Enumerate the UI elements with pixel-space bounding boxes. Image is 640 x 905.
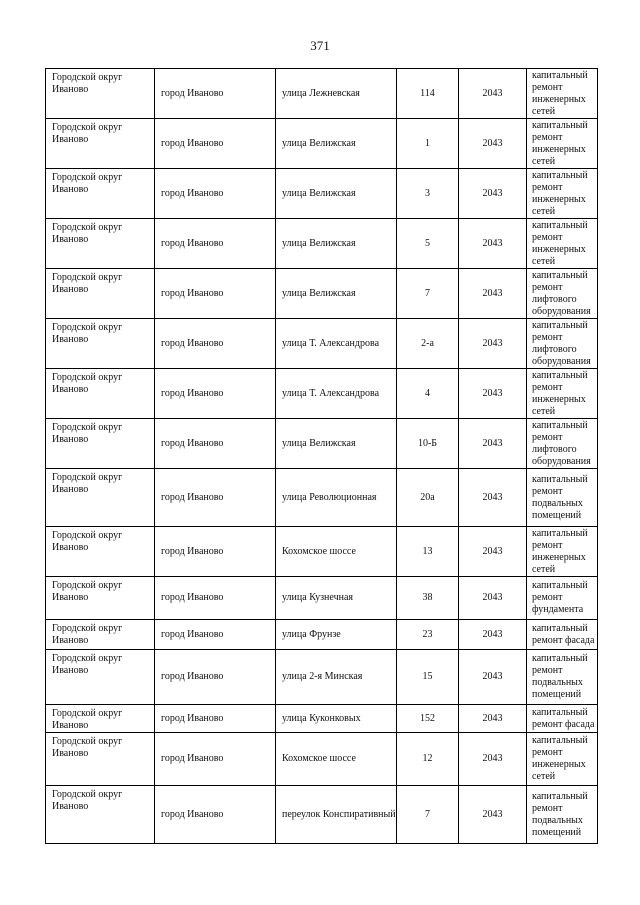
house-number-cell: 2-а: [397, 319, 459, 369]
work-type-cell: капитальный ремонт подвальных помещений: [527, 786, 598, 844]
house-number-cell: 20а: [397, 469, 459, 527]
year-cell: 2043: [459, 219, 527, 269]
street-cell: улица Куконковых: [276, 705, 397, 733]
work-type-cell: капитальный ремонт фундамента: [527, 577, 598, 620]
table-row: [46, 786, 598, 844]
work-type-cell: капитальный ремонт инженерных сетей: [527, 119, 598, 169]
work-type-cell: капитальный ремонт инженерных сетей: [527, 219, 598, 269]
year-cell: 2043: [459, 786, 527, 844]
city-cell: город Иваново: [155, 69, 276, 119]
house-number-cell: 152: [397, 705, 459, 733]
city-cell: город Иваново: [155, 469, 276, 527]
year-cell: 2043: [459, 469, 527, 527]
street-cell: улица Кузнечная: [276, 577, 397, 620]
table-row: [46, 269, 598, 319]
work-type-cell: капитальный ремонт инженерных сетей: [527, 733, 598, 786]
table-row: [46, 733, 598, 786]
city-cell: город Иваново: [155, 119, 276, 169]
municipal-district-cell: Городской округ Иваново: [46, 620, 155, 650]
year-cell: 2043: [459, 705, 527, 733]
street-cell: улица Велижская: [276, 119, 397, 169]
street-cell: переулок Конспиративный: [276, 786, 397, 844]
municipal-district-cell: Городской округ Иваново: [46, 169, 155, 219]
year-cell: 2043: [459, 419, 527, 469]
house-number-cell: 4: [397, 369, 459, 419]
year-cell: 2043: [459, 650, 527, 705]
house-number-cell: 12: [397, 733, 459, 786]
page-number: 371: [310, 38, 330, 53]
house-number-cell: 10-Б: [397, 419, 459, 469]
table-row: [46, 219, 598, 269]
table-row: [46, 369, 598, 419]
work-type-cell: капитальный ремонт фасада: [527, 705, 598, 733]
municipal-district-cell: Городской округ Иваново: [46, 69, 155, 119]
year-cell: 2043: [459, 319, 527, 369]
house-number-cell: 7: [397, 786, 459, 844]
work-type-cell: капитальный ремонт инженерных сетей: [527, 527, 598, 577]
house-number-cell: 38: [397, 577, 459, 620]
city-cell: город Иваново: [155, 620, 276, 650]
street-cell: улица 2-я Минская: [276, 650, 397, 705]
street-cell: улица Велижская: [276, 419, 397, 469]
municipal-district-cell: Городской округ Иваново: [46, 319, 155, 369]
municipal-district-cell: Городской округ Иваново: [46, 705, 155, 733]
municipal-district-cell: Городской округ Иваново: [46, 527, 155, 577]
table-row: [46, 527, 598, 577]
work-type-cell: капитальный ремонт инженерных сетей: [527, 69, 598, 119]
municipal-district-cell: Городской округ Иваново: [46, 650, 155, 705]
table-row: [46, 169, 598, 219]
table-row: [46, 419, 598, 469]
city-cell: город Иваново: [155, 650, 276, 705]
work-type-cell: капитальный ремонт лифтового оборудования: [527, 319, 598, 369]
municipal-district-cell: Городской округ Иваново: [46, 369, 155, 419]
work-type-cell: капитальный ремонт подвальных помещений: [527, 650, 598, 705]
municipal-district-cell: Городской округ Иваново: [46, 733, 155, 786]
city-cell: город Иваново: [155, 269, 276, 319]
city-cell: город Иваново: [155, 705, 276, 733]
street-cell: Кохомское шоссе: [276, 733, 397, 786]
table-row: [46, 119, 598, 169]
year-cell: 2043: [459, 527, 527, 577]
city-cell: город Иваново: [155, 419, 276, 469]
year-cell: 2043: [459, 577, 527, 620]
municipal-district-cell: Городской округ Иваново: [46, 219, 155, 269]
work-type-cell: капитальный ремонт фасада: [527, 620, 598, 650]
municipal-district-cell: Городской округ Иваново: [46, 577, 155, 620]
city-cell: город Иваново: [155, 169, 276, 219]
house-number-cell: 3: [397, 169, 459, 219]
city-cell: город Иваново: [155, 733, 276, 786]
house-number-cell: 114: [397, 69, 459, 119]
street-cell: улица Лежневская: [276, 69, 397, 119]
year-cell: 2043: [459, 369, 527, 419]
street-cell: Кохомское шоссе: [276, 527, 397, 577]
house-number-cell: 23: [397, 620, 459, 650]
city-cell: город Иваново: [155, 319, 276, 369]
municipal-district-cell: Городской округ Иваново: [46, 469, 155, 527]
street-cell: улица Т. Александрова: [276, 319, 397, 369]
street-cell: улица Т. Александрова: [276, 369, 397, 419]
work-type-cell: капитальный ремонт подвальных помещений: [527, 469, 598, 527]
municipal-district-cell: Городской округ Иваново: [46, 269, 155, 319]
year-cell: 2043: [459, 733, 527, 786]
table-row: [46, 69, 598, 119]
table-row: [46, 620, 598, 650]
table-row: [46, 705, 598, 733]
table-row: [46, 650, 598, 705]
housing-repair-table: [45, 68, 598, 844]
house-number-cell: 7: [397, 269, 459, 319]
work-type-cell: капитальный ремонт лифтового оборудования: [527, 419, 598, 469]
street-cell: улица Фрунзе: [276, 620, 397, 650]
work-type-cell: капитальный ремонт лифтового оборудования: [527, 269, 598, 319]
year-cell: 2043: [459, 269, 527, 319]
work-type-cell: капитальный ремонт инженерных сетей: [527, 369, 598, 419]
municipal-district-cell: Городской округ Иваново: [46, 119, 155, 169]
municipal-district-cell: Городской округ Иваново: [46, 786, 155, 844]
city-cell: город Иваново: [155, 219, 276, 269]
year-cell: 2043: [459, 620, 527, 650]
house-number-cell: 13: [397, 527, 459, 577]
house-number-cell: 1: [397, 119, 459, 169]
municipal-district-cell: Городской округ Иваново: [46, 419, 155, 469]
table-row: [46, 577, 598, 620]
city-cell: город Иваново: [155, 527, 276, 577]
house-number-cell: 15: [397, 650, 459, 705]
city-cell: город Иваново: [155, 577, 276, 620]
street-cell: улица Велижская: [276, 169, 397, 219]
table-row: [46, 319, 598, 369]
city-cell: город Иваново: [155, 369, 276, 419]
house-number-cell: 5: [397, 219, 459, 269]
street-cell: улица Велижская: [276, 219, 397, 269]
work-type-cell: капитальный ремонт инженерных сетей: [527, 169, 598, 219]
table-row: [46, 469, 598, 527]
city-cell: город Иваново: [155, 786, 276, 844]
year-cell: 2043: [459, 169, 527, 219]
year-cell: 2043: [459, 119, 527, 169]
year-cell: 2043: [459, 69, 527, 119]
street-cell: улица Революционная: [276, 469, 397, 527]
street-cell: улица Велижская: [276, 269, 397, 319]
